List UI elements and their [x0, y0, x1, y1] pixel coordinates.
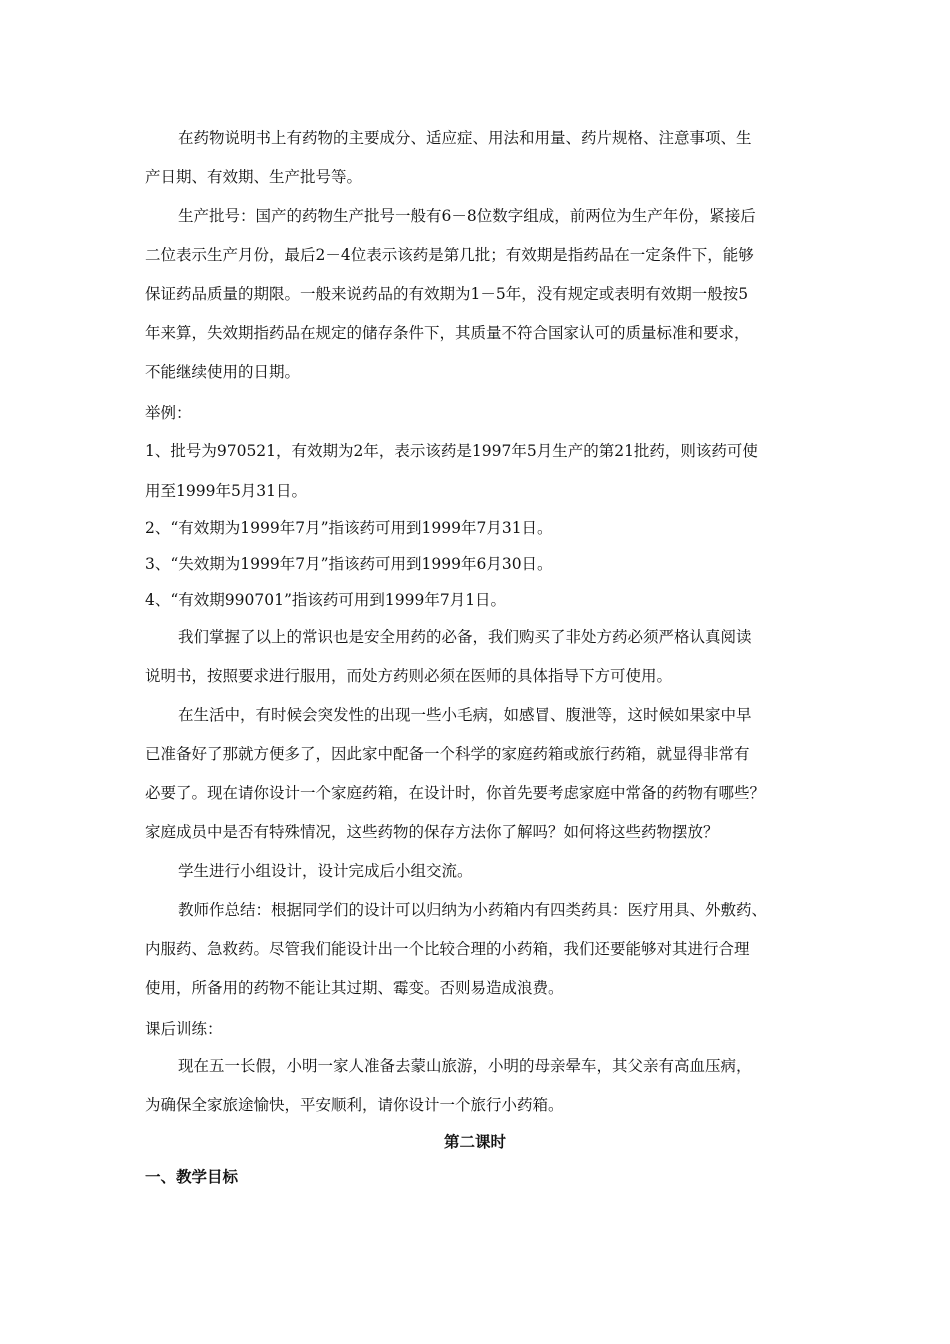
exercise-label: 课后训练：: [145, 1020, 223, 1038]
example-item: 用至1999年5月31日。: [145, 482, 308, 500]
paragraph-line: 年来算，失效期指药品在规定的储存条件下，其质量不符合国家认可的质量标准和要求，: [145, 324, 750, 342]
example-item: 2、“有效期为1999年7月”指该药可用到1999年7月31日。: [145, 519, 553, 537]
paragraph-line: 二位表示生产月份，最后2－4位表示该药是第几批；有效期是指药品在一定条件下，能够: [145, 246, 754, 264]
paragraph-line: 在生活中，有时候会突发性的出现一些小毛病，如感冒、腹泄等，这时候如果家中早: [178, 706, 752, 724]
paragraph-line: 使用，所备用的药物不能让其过期、霉变。否则易造成浪费。: [145, 979, 564, 997]
example-item: 3、“失效期为1999年7月”指该药可用到1999年6月30日。: [145, 555, 553, 573]
paragraph-line: 我们掌握了以上的常识也是安全用药的必备，我们购买了非处方药必须严格认真阅读: [178, 628, 752, 646]
example-item: 4、“有效期990701”指该药可用到1999年7月1日。: [145, 591, 507, 609]
paragraph-line: 产日期、有效期、生产批号等。: [145, 168, 363, 186]
paragraph-line: 教师作总结：根据同学们的设计可以归纳为小药箱内有四类药具：医疗用具、外敷药、: [178, 901, 768, 919]
paragraph-line: 学生进行小组设计，设计完成后小组交流。: [178, 862, 473, 880]
paragraph-line: 现在五一长假，小明一家人准备去蒙山旅游，小明的母亲晕车，其父亲有高血压病，: [178, 1057, 752, 1075]
paragraph-line: 不能继续使用的日期。: [145, 363, 301, 381]
example-item: 1、批号为970521，有效期为2年，表示该药是1997年5月生产的第21批药，则该药可使: [145, 442, 758, 460]
paragraph-line: 必要了。现在请你设计一个家庭药箱，在设计时，你首先要考虑家庭中常备的药物有哪些？: [145, 784, 766, 802]
paragraph-line: 家庭成员中是否有特殊情况，这些药物的保存方法你了解吗？如何将这些药物摆放？: [145, 823, 719, 841]
paragraph-line: 在药物说明书上有药物的主要成分、适应症、用法和用量、药片规格、注意事项、生: [178, 129, 752, 147]
paragraph-line: 为确保全家旅途愉快，平安顺利，请你设计一个旅行小药箱。: [145, 1096, 564, 1114]
paragraph-line: 已准备好了那就方便多了，因此家中配备一个科学的家庭药箱或旅行药箱，就显得非常有: [145, 745, 750, 763]
paragraph-line: 说明书，按照要求进行服用，而处方药则必须在医师的具体指导下方可使用。: [145, 667, 673, 685]
section-heading: 一、教学目标: [145, 1168, 239, 1186]
paragraph-line: 保证药品质量的期限。一般来说药品的有效期为1－5年，没有规定或表明有效期一般按5: [145, 285, 749, 303]
paragraph-line: 内服药、急救药。尽管我们能设计出一个比较合理的小药箱，我们还要能够对其进行合理: [145, 940, 750, 958]
example-label: 举例：: [145, 404, 192, 422]
lesson-title: 第二课时: [443, 1133, 506, 1151]
paragraph-line: 生产批号：国产的药物生产批号一般有6－8位数字组成，前两位为生产年份，紧接后: [178, 207, 756, 225]
